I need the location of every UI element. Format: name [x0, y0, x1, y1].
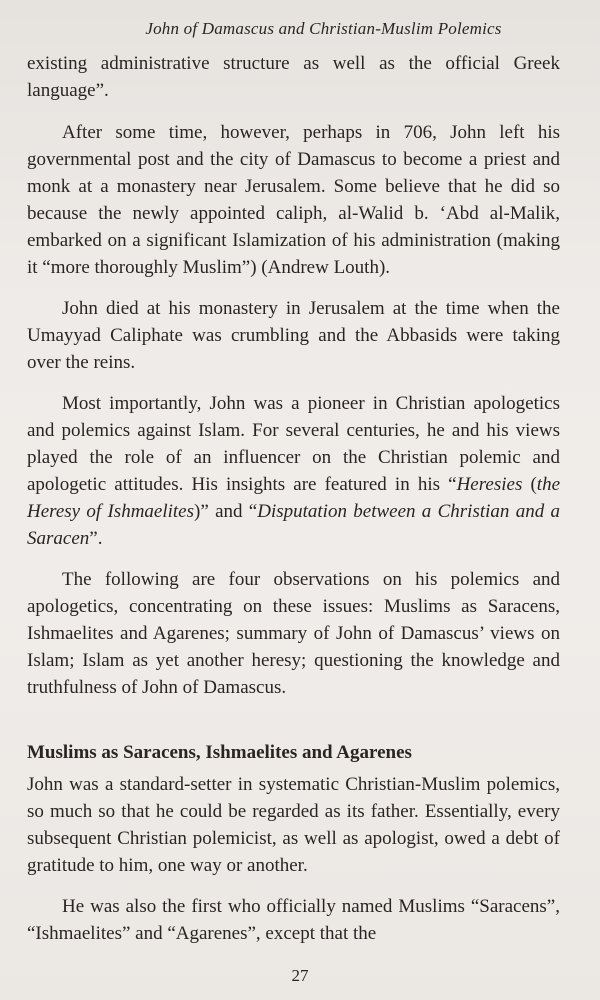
paragraph-standard-setter: John was a standard-setter in systematic Christian-Muslim polemics, so much so that he could be regarded as its father. Essentially, every subsequent Christian polemicist, as well as apologist, owed a debt of gratitude to him, one way or another.	[27, 774, 560, 876]
title-disputation: Disputation between a Christian and a Saracen	[27, 501, 560, 549]
page-number: 27	[291, 966, 309, 985]
paragraph-john-left-post: After some time, however, perhaps in 706, John left his governmental post and the city of Damascus to become a priest and monk at a monastery near Jerusalem. Some believe that he did so because the newly appointed caliph, al-Walid b. ‘Abd al-Malik, embarked on a significant Islamization of his administration (making it “more thoroughly Muslim”) (Andrew Louth).	[27, 122, 560, 278]
pioneer-text-before: Most importantly, John was a pioneer in Christian apologetics and polemics against Islam. For several centuries, he and his views played the role of an influencer on the Christian polemic and apologetic attitudes. His insights are featured in his “	[27, 393, 560, 495]
paragraph-continuation: existing administrative structure as well as the official Greek language”.	[27, 53, 560, 101]
title-heresies: Heresies	[456, 474, 523, 495]
body-text	[27, 50, 560, 947]
paragraph-four-observations: The following are four observations on his polemics and apologetics, concentrating on these issues: Muslims as Saracens, Ishmaelites and Agarenes; summary of John of Damascus’ views on Islam; Islam as yet another heresy; questioning the knowledge and truthfulness of John of Damascus.	[27, 569, 560, 698]
section-heading: Muslims as Saracens, Ishmaelites and Agarenes	[27, 742, 412, 763]
pioneer-text-mid2: )” and “	[194, 501, 258, 522]
paragraph-pioneer	[27, 390, 560, 552]
title-heresy-of-ishmaelites: the Heresy of Ishmaelites	[27, 474, 561, 522]
paragraph-john-died: John died at his monastery in Jerusalem at the time when the Umayyad Caliphate was crumbling and the Abbasids were taking over the reins.	[27, 298, 560, 373]
pioneer-text-mid1: (	[522, 474, 537, 495]
running-head: John of Damascus and Christian-Muslim Polemics	[145, 19, 502, 38]
paragraph-first-named: He was also the first who officially named Muslims “Saracens”, “Ishmaelites” and “Agarenes”, except that the	[27, 896, 560, 944]
pioneer-text-after: ”.	[89, 528, 103, 549]
